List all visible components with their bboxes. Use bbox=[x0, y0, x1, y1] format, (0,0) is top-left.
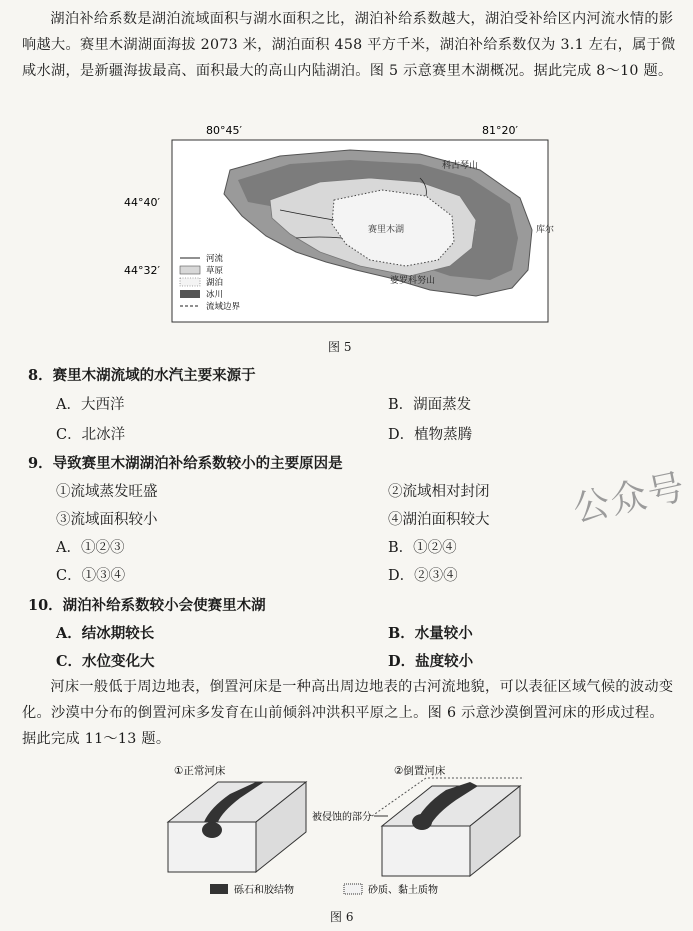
legend-grass: 草原 bbox=[206, 266, 224, 276]
fig6-legend-sand-symbol bbox=[344, 884, 362, 894]
fig6-eroded-label: 被侵蚀的部分 bbox=[312, 812, 372, 823]
legend-grass-symbol bbox=[180, 266, 200, 274]
q9-statement-2: ②流域相对封闭 bbox=[388, 484, 490, 500]
lake-label: 赛里木湖 bbox=[368, 225, 405, 235]
block-1-gravel bbox=[202, 822, 222, 838]
block-2-front bbox=[382, 826, 470, 876]
fig6-legend-gravel-symbol bbox=[210, 884, 228, 894]
q10-option-c: C．水位变化大 bbox=[56, 653, 155, 670]
legend-river: 河流 bbox=[206, 254, 224, 264]
block-2-gravel bbox=[412, 814, 432, 830]
lat-top-label: 44°40′ bbox=[124, 196, 160, 209]
figure-6-caption: 图 6 bbox=[330, 910, 354, 924]
question-8-stem: 8．赛里木湖流域的水汽主要来源于 bbox=[28, 367, 256, 384]
q10-option-d: D．盐度较小 bbox=[388, 653, 474, 670]
q8-option-b: B．湖面蒸发 bbox=[388, 397, 472, 413]
q8-option-a: A．大西洋 bbox=[56, 397, 125, 413]
q9-statement-3: ③流域面积较小 bbox=[56, 512, 158, 528]
q9-option-b: B．①②④ bbox=[388, 540, 457, 556]
lon-left-label: 80°45′ bbox=[206, 124, 242, 137]
lon-right-label: 81°20′ bbox=[482, 124, 518, 137]
q10-option-b: B．水量较小 bbox=[388, 625, 473, 642]
figure-5-map bbox=[120, 120, 570, 340]
watermark: 公众号 bbox=[569, 466, 690, 531]
legend-lake: 湖泊 bbox=[206, 278, 224, 288]
question-9-stem: 9．导致赛里木湖湖泊补给系数较小的主要原因是 bbox=[28, 455, 343, 472]
q10-option-a: A．结冰期较长 bbox=[56, 625, 155, 642]
q9-option-a: A．①②③ bbox=[56, 540, 125, 556]
question-10-stem: 10．湖泊补给系数较小会使赛里木湖 bbox=[28, 597, 266, 614]
fig6-label-inverted: ②倒置河床 bbox=[394, 765, 446, 777]
legend-glacier-symbol bbox=[180, 290, 200, 298]
q9-statement-1: ①流域蒸发旺盛 bbox=[56, 484, 158, 500]
q8-option-d: D．植物蒸腾 bbox=[388, 427, 473, 443]
q8-option-c: C．北冰洋 bbox=[56, 427, 126, 443]
lat-bottom-label: 44°32′ bbox=[124, 264, 160, 277]
fig6-label-normal: ①正常河床 bbox=[174, 765, 226, 777]
figure-5-caption: 图 5 bbox=[328, 340, 352, 354]
legend-lake-symbol bbox=[180, 278, 200, 286]
fig6-legend-sand: 砂质、黏土质物 bbox=[368, 885, 438, 896]
q9-option-d: D．②③④ bbox=[388, 568, 458, 584]
q9-option-c: C．①③④ bbox=[56, 568, 126, 584]
intro-paragraph-2: 河床一般低于周边地表，倒置河床是一种高出周边地表的古河流地貌，可以表征区域气候的波动变化。沙漠中分布的倒置河床多发育在山前倾斜冲洪积平原之上。图 6 示意沙漠倒置河床的形成过程。据此完成 11～13 题。 bbox=[22, 679, 674, 747]
intro-paragraph-1: 湖泊补给系数是湖泊流域面积与湖水面积之比，湖泊补给系数越大，湖泊受补给区内河流水情的影响越大。赛里木湖湖面海拔 2073 米，湖泊面积 458 平方千米，湖泊补给系数仅为 3.1 左右，属于微咸水湖，是新疆海拔最高、面积最大的高山内陆湖泊。图 5 示意赛里木湖概况。据此完成 8～10 题。 bbox=[22, 11, 676, 79]
mountain-label-2: 婆罗科努山 bbox=[390, 276, 436, 286]
legend-boundary: 流域边界 bbox=[206, 302, 241, 312]
q9-statement-4: ④湖泊面积较大 bbox=[388, 512, 490, 528]
mountain-label-1: 科古琴山 bbox=[442, 161, 479, 171]
legend-glacier: 冰川 bbox=[206, 290, 224, 300]
figure-6-diagram bbox=[160, 760, 540, 902]
mountain-label-3: 库尔 bbox=[536, 225, 555, 235]
fig6-legend-gravel: 砾石和胶结物 bbox=[234, 885, 294, 896]
